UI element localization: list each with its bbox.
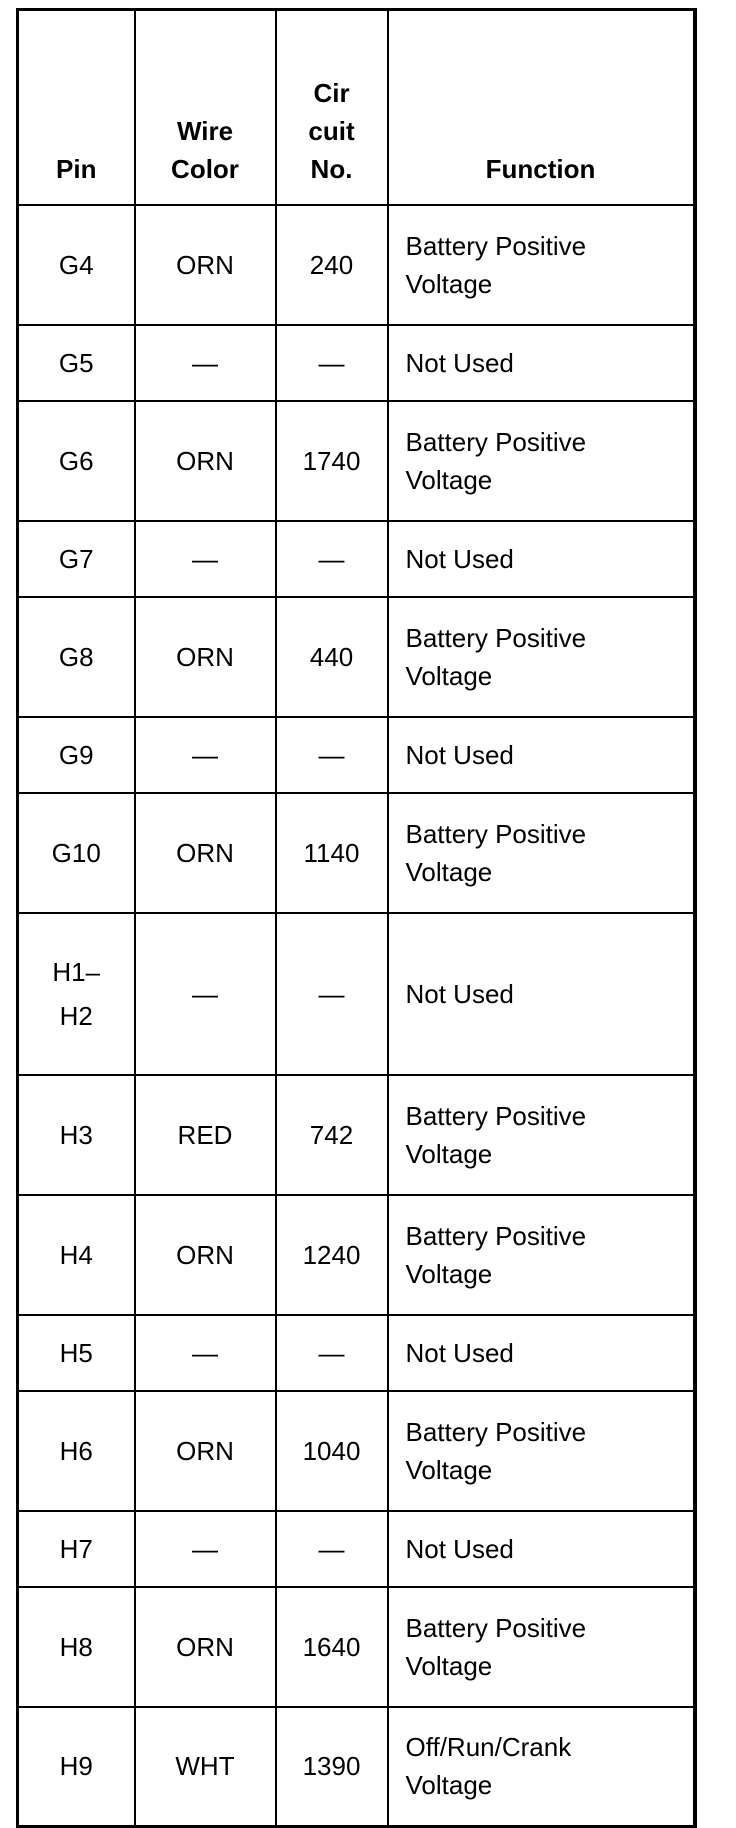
pin-cell: H8	[18, 1587, 135, 1707]
circuit-cell: —	[276, 717, 388, 793]
pin-cell: H5	[18, 1315, 135, 1391]
table-row	[18, 521, 695, 597]
wire-color-cell: —	[135, 521, 276, 597]
function-cell: Not Used	[388, 521, 695, 597]
pin-cell: H3	[18, 1075, 135, 1195]
pin-cell: H1– H2	[18, 913, 135, 1075]
function-cell: Not Used	[388, 325, 695, 401]
table-row	[18, 717, 695, 793]
pin-cell: H9	[18, 1707, 135, 1827]
header-function: Function	[388, 10, 695, 205]
function-cell: Battery Positive Voltage	[388, 401, 695, 521]
wire-color-cell: ORN	[135, 205, 276, 325]
circuit-cell: 742	[276, 1075, 388, 1195]
function-cell: Not Used	[388, 1511, 695, 1587]
table-row	[18, 1195, 695, 1315]
pin-cell: G4	[18, 205, 135, 325]
header-pin: Pin	[18, 10, 135, 205]
table-row	[18, 1075, 695, 1195]
function-cell: Battery Positive Voltage	[388, 597, 695, 717]
function-cell: Not Used	[388, 717, 695, 793]
table-row	[18, 913, 695, 1075]
wire-color-cell: ORN	[135, 597, 276, 717]
function-cell: Battery Positive Voltage	[388, 1195, 695, 1315]
function-cell: Battery Positive Voltage	[388, 1391, 695, 1511]
header-wire-color: Wire Color	[135, 10, 276, 205]
table-row	[18, 1315, 695, 1391]
table-row	[18, 1511, 695, 1587]
function-cell: Battery Positive Voltage	[388, 1587, 695, 1707]
circuit-cell: 1740	[276, 401, 388, 521]
table-row	[18, 1587, 695, 1707]
table-row	[18, 205, 695, 325]
wire-color-cell: RED	[135, 1075, 276, 1195]
circuit-cell: 440	[276, 597, 388, 717]
pin-cell: H4	[18, 1195, 135, 1315]
wire-color-cell: —	[135, 1511, 276, 1587]
table-row	[18, 401, 695, 521]
header-circuit-no: Cir cuit No.	[276, 10, 388, 205]
pin-cell: G9	[18, 717, 135, 793]
pin-cell: G7	[18, 521, 135, 597]
pin-cell: H6	[18, 1391, 135, 1511]
pin-cell: G10	[18, 793, 135, 913]
circuit-cell: —	[276, 325, 388, 401]
circuit-cell: 1640	[276, 1587, 388, 1707]
wire-color-cell: ORN	[135, 401, 276, 521]
circuit-cell: —	[276, 1511, 388, 1587]
pin-cell: G8	[18, 597, 135, 717]
function-cell: Battery Positive Voltage	[388, 1075, 695, 1195]
circuit-cell: 1040	[276, 1391, 388, 1511]
function-cell: Not Used	[388, 1315, 695, 1391]
table-row	[18, 1707, 695, 1827]
function-cell: Not Used	[388, 913, 695, 1075]
circuit-cell: 1240	[276, 1195, 388, 1315]
wire-color-cell: —	[135, 717, 276, 793]
table-row	[18, 1391, 695, 1511]
wire-color-cell: —	[135, 325, 276, 401]
wire-color-cell: ORN	[135, 1391, 276, 1511]
circuit-cell: 240	[276, 205, 388, 325]
function-cell: Battery Positive Voltage	[388, 793, 695, 913]
connector-pinout-table	[16, 8, 697, 1828]
circuit-cell: —	[276, 1315, 388, 1391]
table-row	[18, 325, 695, 401]
circuit-cell: —	[276, 913, 388, 1075]
function-cell: Battery Positive Voltage	[388, 205, 695, 325]
wire-color-cell: WHT	[135, 1707, 276, 1827]
pin-cell: H7	[18, 1511, 135, 1587]
pin-cell: G5	[18, 325, 135, 401]
wire-color-cell: —	[135, 913, 276, 1075]
wire-color-cell: ORN	[135, 1195, 276, 1315]
wire-color-cell: —	[135, 1315, 276, 1391]
table-row	[18, 597, 695, 717]
circuit-cell: 1390	[276, 1707, 388, 1827]
wire-color-cell: ORN	[135, 1587, 276, 1707]
circuit-cell: 1140	[276, 793, 388, 913]
pin-cell: G6	[18, 401, 135, 521]
function-cell: Off/Run/Crank Voltage	[388, 1707, 695, 1827]
header-row	[18, 10, 695, 205]
circuit-cell: —	[276, 521, 388, 597]
table-row	[18, 793, 695, 913]
wire-color-cell: ORN	[135, 793, 276, 913]
